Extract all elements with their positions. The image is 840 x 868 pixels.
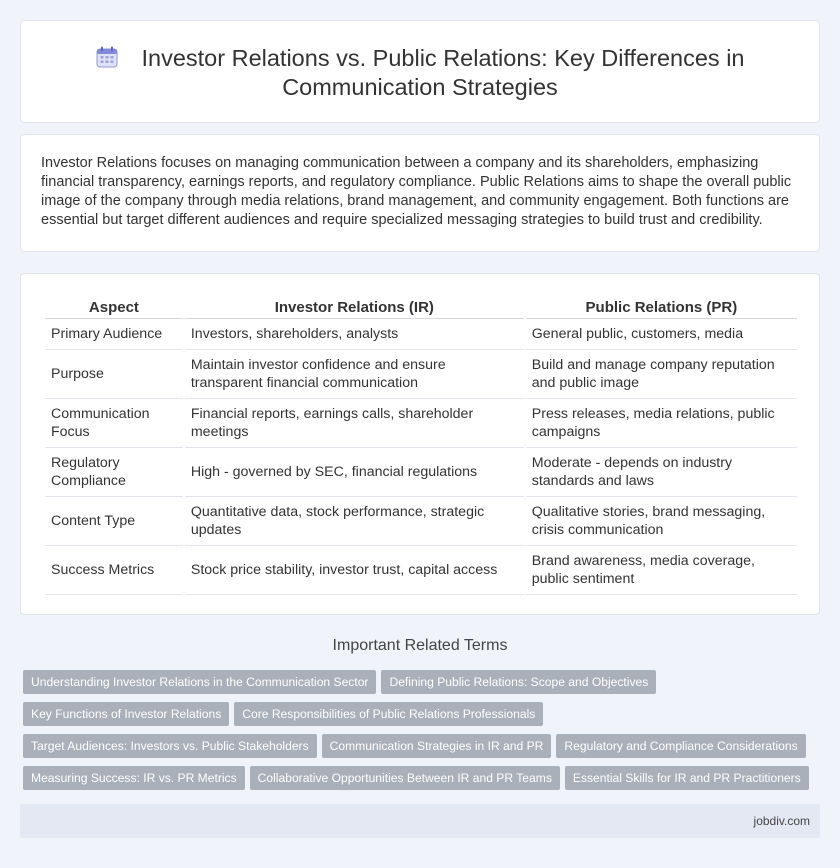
table-row — [45, 399, 797, 448]
related-tags-row — [23, 766, 823, 790]
title-line-1: Investor Relations vs. Public Relations: Key Differences in — [141, 45, 745, 71]
cell-pr: Moderate - depends on industry standards and laws — [526, 448, 797, 497]
page-title — [21, 44, 819, 102]
related-tag[interactable]: Defining Public Relations: Scope and Objectives — [381, 670, 656, 694]
cell-aspect: Content Type — [45, 497, 183, 546]
related-tag[interactable]: Core Responsibilities of Public Relations Professionals — [234, 702, 543, 726]
cell-aspect: Regulatory Compliance — [45, 448, 183, 497]
table-row — [45, 546, 797, 595]
table-row — [45, 350, 797, 399]
intro-card — [20, 134, 820, 252]
table-row — [45, 497, 797, 546]
cell-ir: Stock price stability, investor trust, capital access — [185, 546, 524, 595]
cell-ir: Financial reports, earnings calls, shareholder meetings — [185, 399, 524, 448]
cell-pr: General public, customers, media — [526, 319, 797, 350]
related-tag[interactable]: Essential Skills for IR and PR Practitioners — [565, 766, 809, 790]
footer-site-link[interactable]: jobdiv.com — [753, 814, 810, 828]
intro-text: Investor Relations focuses on managing communication between a company and its shareholders, emphasizing financial transparency, earnings reports, and regulatory compliance. Public Relations aims to shape the overall public image of the company through media relations, brand management, and community engagement. Both functions are essential but target different audiences and require specialized messaging strategies to build trust and credibility. — [41, 155, 792, 228]
title-line-2: Communication Strategies — [282, 74, 558, 100]
title-card — [20, 20, 820, 123]
cell-ir: Investors, shareholders, analysts — [185, 319, 524, 350]
related-tag[interactable]: Regulatory and Compliance Considerations — [556, 734, 805, 758]
cell-pr: Brand awareness, media coverage, public sentiment — [526, 546, 797, 595]
header-pr: Public Relations (PR) — [526, 293, 797, 319]
related-tag[interactable]: Collaborative Opportunities Between IR and PR Teams — [250, 766, 560, 790]
cell-pr: Build and manage company reputation and public image — [526, 350, 797, 399]
cell-ir: Quantitative data, stock performance, strategic updates — [185, 497, 524, 546]
header-aspect: Aspect — [45, 293, 183, 319]
cell-pr: Press releases, media relations, public campaigns — [526, 399, 797, 448]
related-tag[interactable]: Measuring Success: IR vs. PR Metrics — [23, 766, 245, 790]
cell-aspect: Primary Audience — [45, 319, 183, 350]
related-tags-row — [23, 734, 823, 758]
cell-aspect: Communication Focus — [45, 399, 183, 448]
cell-ir: High - governed by SEC, financial regulations — [185, 448, 524, 497]
related-tag[interactable]: Key Functions of Investor Relations — [23, 702, 229, 726]
comparison-table — [43, 293, 799, 595]
table-row — [45, 319, 797, 350]
header-ir: Investor Relations (IR) — [185, 293, 524, 319]
footer — [20, 804, 820, 838]
calendar-icon — [95, 45, 119, 69]
cell-aspect: Purpose — [45, 350, 183, 399]
related-tags-row — [23, 670, 823, 694]
table-header-row — [45, 293, 797, 319]
related-tags-row — [23, 702, 823, 726]
cell-aspect: Success Metrics — [45, 546, 183, 595]
comparison-table-card — [20, 273, 820, 615]
related-tag[interactable]: Communication Strategies in IR and PR — [322, 734, 552, 758]
related-tag[interactable]: Target Audiences: Investors vs. Public Stakeholders — [23, 734, 317, 758]
table-row — [45, 448, 797, 497]
cell-ir: Maintain investor confidence and ensure transparent financial communication — [185, 350, 524, 399]
related-terms-heading: Important Related Terms — [332, 637, 508, 654]
related-tag[interactable]: Understanding Investor Relations in the Communication Sector — [23, 670, 376, 694]
cell-pr: Qualitative stories, brand messaging, crisis communication — [526, 497, 797, 546]
